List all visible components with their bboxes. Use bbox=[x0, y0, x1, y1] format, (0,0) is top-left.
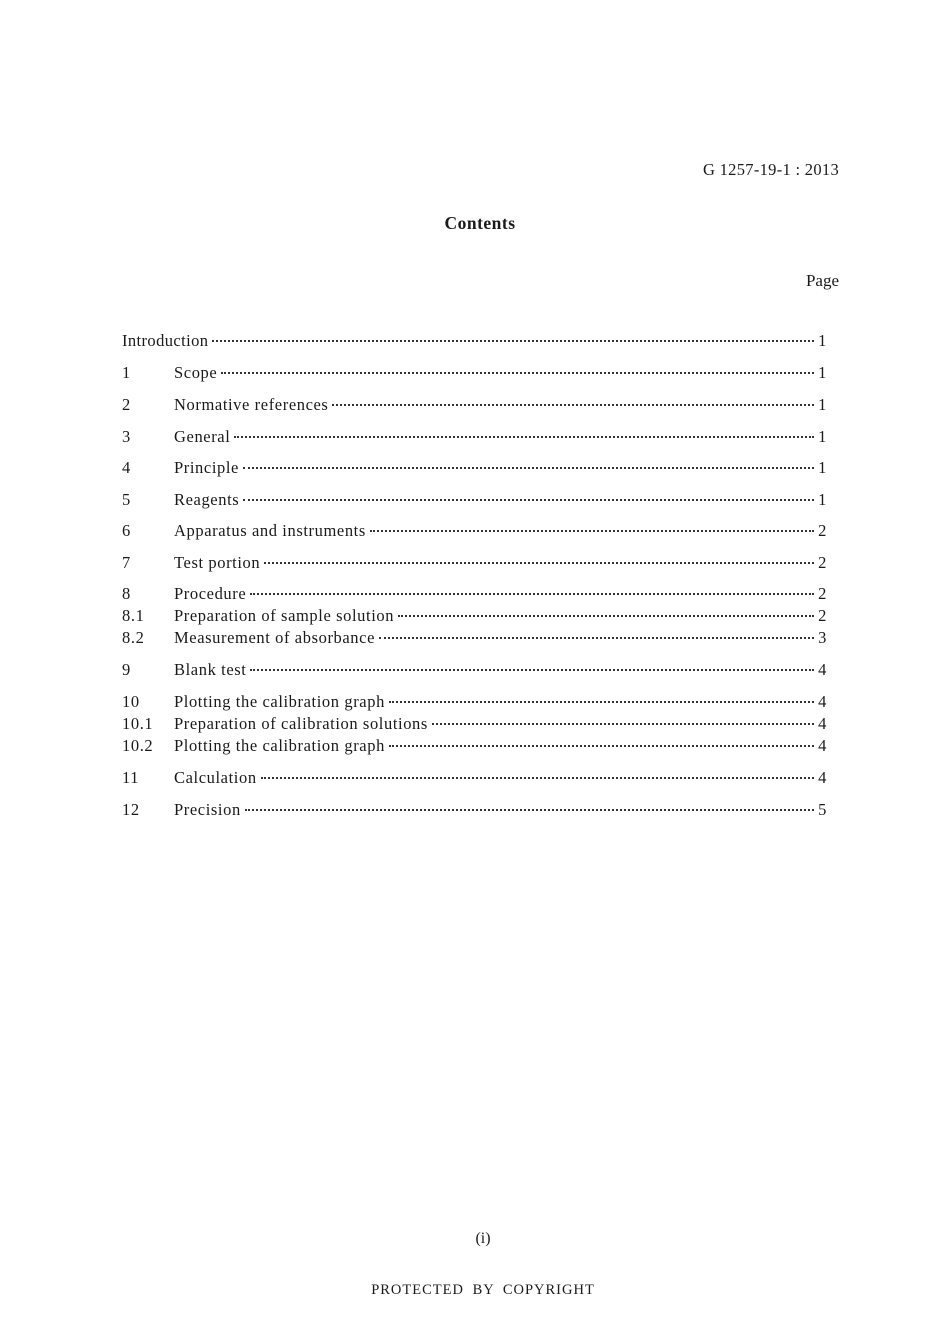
toc-entry-label: Apparatus and instruments bbox=[174, 521, 366, 540]
toc-entry-number: 10.2 bbox=[122, 736, 154, 755]
toc-entry-apparatus bbox=[122, 520, 827, 542]
toc-entry-plotting-graph bbox=[122, 735, 827, 757]
toc-entry-page: 1 bbox=[818, 331, 827, 350]
dot-leader bbox=[243, 467, 814, 469]
toc-entry-number: 4 bbox=[122, 458, 131, 477]
toc-entry-number: 6 bbox=[122, 521, 131, 540]
toc-entry-label: Blank test bbox=[174, 660, 247, 679]
toc-entry-page: 2 bbox=[818, 606, 827, 625]
page-column-heading: Page bbox=[805, 271, 839, 290]
dot-leader bbox=[389, 701, 814, 703]
toc-entry-number: 5 bbox=[122, 490, 131, 509]
toc-entry-number: 11 bbox=[122, 768, 140, 787]
toc-entry-number: 8 bbox=[122, 584, 131, 603]
toc-entry-label: Plotting the calibration graph bbox=[174, 736, 385, 755]
toc-entry-label: Test portion bbox=[174, 553, 261, 572]
dot-leader bbox=[212, 340, 814, 342]
toc-entry-label: Reagents bbox=[174, 490, 240, 509]
dot-leader bbox=[264, 562, 814, 564]
dot-leader bbox=[261, 777, 814, 779]
toc-entry-page: 5 bbox=[818, 800, 827, 819]
toc-entry-label: Normative references bbox=[174, 395, 329, 414]
toc-entry-procedure bbox=[122, 583, 827, 605]
toc-entry-number: 12 bbox=[122, 800, 140, 819]
toc-entry-label: Calculation bbox=[174, 768, 257, 787]
toc-entry-normative-references bbox=[122, 394, 827, 416]
page-title: Contents bbox=[444, 213, 516, 233]
toc-entry-page: 1 bbox=[818, 490, 827, 509]
dot-leader bbox=[250, 669, 814, 671]
toc-entry-number: 2 bbox=[122, 395, 131, 414]
toc-entry-page: 1 bbox=[818, 395, 827, 414]
dot-leader bbox=[398, 615, 814, 617]
page-folio: (i) bbox=[475, 1230, 491, 1247]
toc-entry-page: 4 bbox=[818, 660, 827, 679]
toc-entry-label: Preparation of calibration solutions bbox=[174, 714, 428, 733]
toc-entry-test-portion bbox=[122, 552, 827, 574]
toc-entry-introduction bbox=[122, 330, 827, 352]
toc-entry-page: 1 bbox=[818, 363, 827, 382]
toc-entry-page: 1 bbox=[818, 427, 827, 446]
toc-entry-reagents bbox=[122, 489, 827, 511]
dot-leader bbox=[243, 499, 814, 501]
toc-entry-number: 8.1 bbox=[122, 606, 145, 625]
dot-leader bbox=[379, 637, 814, 639]
toc-entry-page: 2 bbox=[818, 521, 827, 540]
dot-leader bbox=[250, 593, 814, 595]
toc-entry-sample-solution bbox=[122, 605, 827, 627]
toc-entry-scope bbox=[122, 362, 827, 384]
toc-entry-precision bbox=[122, 799, 827, 821]
toc-entry-label: Precision bbox=[174, 800, 241, 819]
toc-entry-calibration-graph bbox=[122, 691, 827, 713]
toc-entry-number: 10.1 bbox=[122, 714, 154, 733]
toc-entry-calculation bbox=[122, 767, 827, 789]
dot-leader bbox=[245, 809, 814, 811]
toc-entry-label: Procedure bbox=[174, 584, 247, 603]
toc-entry-label: General bbox=[174, 427, 231, 446]
toc-entry-number: 3 bbox=[122, 427, 131, 446]
toc-entry-label: Principle bbox=[174, 458, 239, 477]
toc-entry-number: 10 bbox=[122, 692, 140, 711]
toc-entry-page: 2 bbox=[818, 584, 827, 603]
toc-entry-page: 1 bbox=[818, 458, 827, 477]
toc-entry-page: 2 bbox=[818, 553, 827, 572]
dot-leader bbox=[370, 530, 814, 532]
dot-leader bbox=[332, 404, 814, 406]
dot-leader bbox=[389, 745, 814, 747]
toc-entry-number: 9 bbox=[122, 660, 131, 679]
toc-entry-page: 4 bbox=[818, 692, 827, 711]
toc-entry-number: 7 bbox=[122, 553, 131, 572]
toc-entry-number: 8.2 bbox=[122, 628, 145, 647]
toc-entry-page: 4 bbox=[818, 768, 827, 787]
copyright-notice: PROTECTED BY COPYRIGHT bbox=[371, 1282, 595, 1298]
toc-entry-absorbance bbox=[122, 627, 827, 649]
toc-entry-label: Introduction bbox=[122, 331, 209, 350]
toc-entry-blank-test bbox=[122, 659, 827, 681]
dot-leader bbox=[221, 372, 814, 374]
toc-entry-label: Preparation of sample solution bbox=[174, 606, 395, 625]
toc-entry-principle bbox=[122, 457, 827, 479]
toc-entry-label: Scope bbox=[174, 363, 218, 382]
dot-leader bbox=[432, 723, 814, 725]
toc-entry-calibration-solutions bbox=[122, 713, 827, 735]
toc-entry-page: 3 bbox=[818, 628, 827, 647]
toc-entry-label: Measurement of absorbance bbox=[174, 628, 376, 647]
toc-entry-number: 1 bbox=[122, 363, 131, 382]
toc-entry-label: Plotting the calibration graph bbox=[174, 692, 385, 711]
toc-entry-page: 4 bbox=[818, 736, 827, 755]
dot-leader bbox=[234, 436, 814, 438]
toc-entry-page: 4 bbox=[818, 714, 827, 733]
toc-entry-general bbox=[122, 426, 827, 448]
document-id: G 1257-19-1 : 2013 bbox=[702, 160, 839, 179]
